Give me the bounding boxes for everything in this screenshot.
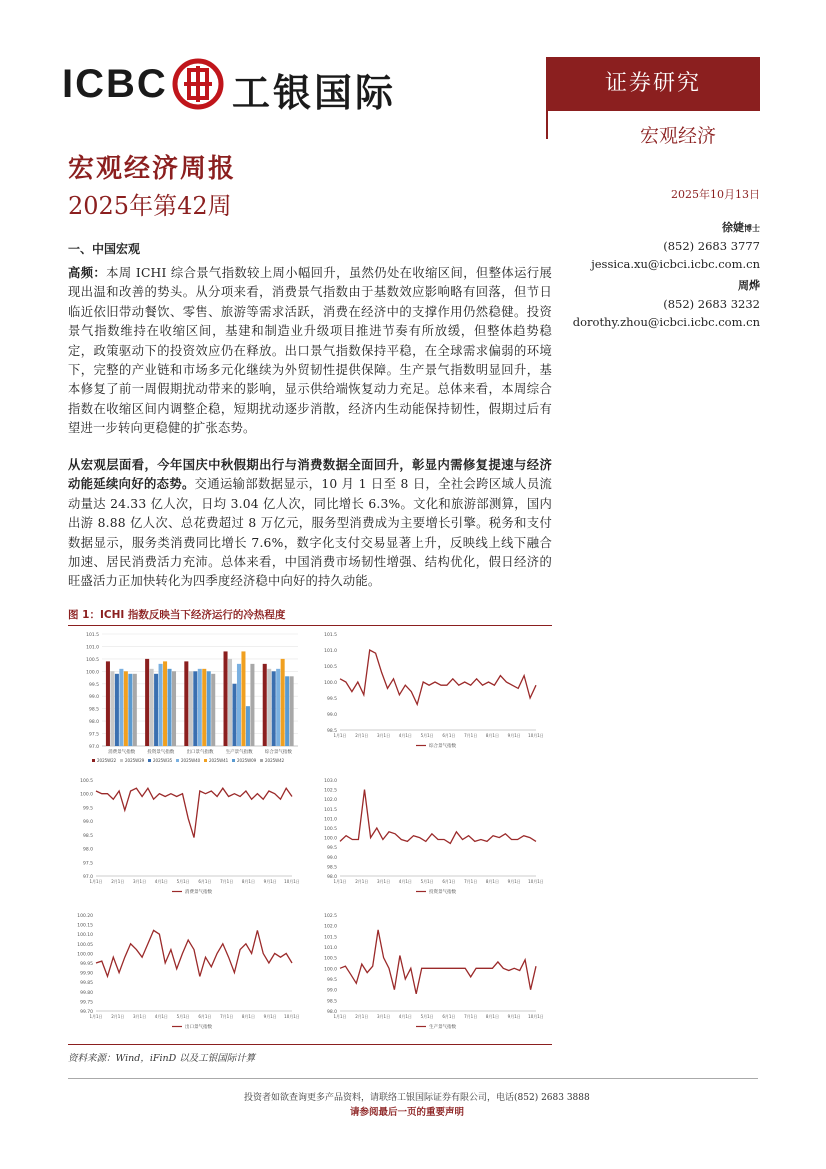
x-tick-label: 1月1日 [333,733,347,738]
bar [267,669,271,746]
author-block [573,276,760,331]
para-lead: 高频： [68,266,107,280]
y-tick-label: 99.0 [326,855,337,861]
line-chart-investment [312,772,552,907]
x-tick-label: 10月1日 [528,879,544,884]
y-tick-label: 100.00 [77,952,93,958]
legend-swatch [204,759,207,762]
y-tick-label: 99.5 [326,697,337,702]
y-tick-label: 99.80 [80,990,93,996]
x-tick-label: 8月1日 [241,879,255,884]
y-tick-label: 98.5 [326,729,337,734]
y-tick-label: 100.5 [324,665,337,670]
x-tick-label: 3月1日 [377,879,391,884]
bar [211,674,215,746]
y-tick-label: 101.5 [324,633,337,638]
bar [110,671,114,746]
y-tick-label: 99.0 [326,713,337,718]
x-tick-label: 9月1日 [507,733,521,738]
bar [145,659,149,746]
y-tick-label: 98.0 [326,1010,337,1015]
bar [246,706,250,746]
bar [228,659,232,746]
bar [189,671,193,746]
bar [115,674,119,746]
figure-source: 资料来源：Wind，iFinD 以及工银国际计算 [68,1053,256,1064]
bar [193,671,197,746]
x-tick-label: 7月1日 [464,879,478,884]
category-label: 综合景气指数 [264,750,292,755]
section-heading: 一、中国宏观 [68,242,141,256]
legend-label: 2025W09 [237,758,257,763]
y-tick-label: 100.05 [77,942,93,948]
y-tick-label: 97.5 [82,861,93,867]
x-tick-label: 6月1日 [442,1014,456,1019]
x-tick-label: 3月1日 [377,733,391,738]
y-tick-label: 100.5 [324,827,337,832]
legend-label: 2025W42 [265,758,285,763]
y-tick-label: 100.10 [77,933,93,939]
legend-swatch [260,759,263,762]
author-email[interactable]: jessica.xu@icbci.icbc.com.cn [591,257,760,271]
bar [232,684,236,746]
x-tick-label: 7月1日 [464,1014,478,1019]
y-tick-label: 98.0 [82,847,93,853]
legend-swatch [232,759,235,762]
legend-label: 投资景气指数 [429,890,456,895]
y-tick-label: 101.5 [324,935,337,941]
category-label: 投资景气指数 [147,750,175,755]
y-tick-label: 97.5 [88,732,99,738]
series-line [340,790,536,844]
y-tick-label: 100.0 [324,967,337,973]
logo-cn-text: 工银国际 [232,71,397,115]
footer-rule [68,1078,758,1079]
legend-label: 2025W29 [125,758,145,763]
x-tick-label: 10月1日 [528,733,544,738]
bar [237,664,241,746]
legend-swatch [148,759,151,762]
x-tick-label: 1月1日 [333,1014,347,1019]
legend-swatch [176,759,179,762]
y-tick-label: 100.0 [324,836,337,842]
x-tick-label: 5月1日 [420,733,434,738]
y-tick-label: 99.75 [80,1000,93,1006]
x-tick-label: 8月1日 [485,879,499,884]
y-tick-label: 100.20 [77,914,93,919]
bar [106,661,110,746]
y-tick-label: 101.0 [324,649,337,654]
author-name: 周烨 [738,279,760,292]
x-tick-label: 1月1日 [89,879,103,884]
legend-swatch [92,759,95,762]
x-tick-label: 5月1日 [420,1014,434,1019]
para-text: 交通运输部数据显示，10 月 1 日至 8 日，全社会跨区域人员流动量达 24.33 亿人次，日均 3.04 亿人次，同比增长 6.3%。文化和旅游部测算，国内出游 8.88 亿人次、总花费超过 8 万亿元，服务型消费成为主要增长引擎。税务和支付数据显示，服务类消费同比增长 7.6%，数字化支付交易显著上升，反映线上线下融合加速、居民消费活力充沛。总体来看，中国消费市场韧性增强、结构优化，假日经济的旺盛活力正加快转化为四季度经济稳中向好的持久动能。 [68,477,552,589]
icbc-seal-icon [172,58,224,110]
legend-label: 2025W41 [209,758,229,763]
x-tick-label: 7月1日 [220,1014,234,1019]
author-degree: 博士 [744,223,760,233]
bar [290,676,294,746]
legend-label: 2025W35 [153,758,173,763]
y-tick-label: 99.85 [80,981,93,987]
author-email[interactable]: dorothy.zhou@icbci.icbc.com.cn [572,315,760,329]
bar [154,674,158,746]
x-tick-label: 8月1日 [485,1014,499,1019]
legend-label: 生产景气指数 [429,1025,456,1030]
para-lead: 从宏观层面看，今年国庆中秋假期出行与消费数据全面回升，彰显内需修复提速与经济动能延续向好的态势。 [68,458,552,492]
y-tick-label: 100.0 [324,681,337,686]
x-tick-label: 5月1日 [176,879,190,884]
author-phone: (852) 2683 3232 [663,297,760,311]
bar [172,671,176,746]
bar-chart-indices [68,626,308,771]
report-title: 宏观经济周报 [68,154,237,184]
y-tick-label: 101.0 [324,817,337,823]
x-tick-label: 6月1日 [442,733,456,738]
y-tick-label: 102.0 [324,798,337,804]
y-tick-label: 100.5 [324,956,337,962]
bar [150,669,154,746]
x-tick-label: 9月1日 [263,1014,277,1019]
bar [128,674,132,746]
report-date: 2025年10月13日 [671,188,760,201]
bar [281,659,285,746]
x-tick-label: 2月1日 [355,1014,369,1019]
x-tick-label: 4月1日 [398,733,412,738]
x-tick-label: 3月1日 [377,1014,391,1019]
report-type-banner: 证券研究 [546,57,760,111]
x-tick-label: 6月1日 [198,1014,212,1019]
x-tick-label: 5月1日 [420,879,434,884]
x-tick-label: 7月1日 [220,879,234,884]
y-tick-label: 98.0 [326,875,337,880]
y-tick-label: 100.5 [86,657,99,663]
series-line [96,788,292,837]
x-tick-label: 2月1日 [111,1014,125,1019]
bar [184,661,188,746]
bar [124,671,128,746]
bar [168,669,172,746]
x-tick-label: 9月1日 [507,1014,521,1019]
bar [224,651,228,746]
y-tick-label: 98.5 [82,833,93,839]
legend-label: 2025W40 [181,758,201,763]
x-tick-label: 10月1日 [284,1014,300,1019]
legend-label: 2025W22 [97,758,117,763]
y-tick-label: 99.95 [80,962,93,967]
y-tick-label: 99.5 [88,682,99,688]
y-tick-label: 97.0 [88,745,99,750]
x-tick-label: 1月1日 [89,1014,103,1019]
y-tick-label: 99.5 [326,846,337,852]
y-tick-label: 99.0 [82,820,93,826]
bar [133,674,137,746]
y-tick-label: 101.0 [86,645,99,651]
line-chart-production [312,907,552,1042]
y-tick-label: 98.5 [326,999,337,1005]
x-tick-label: 2月1日 [111,879,125,884]
series-line [340,930,536,994]
y-tick-label: 101.5 [86,633,99,638]
legend-label: 消费景气指数 [185,890,212,895]
y-tick-label: 102.0 [324,924,337,930]
x-tick-label: 5月1日 [176,1014,190,1019]
y-tick-label: 99.0 [326,988,337,994]
y-tick-label: 100.0 [86,670,99,676]
footer-disclaimer[interactable]: 请参阅最后一页的重要声明 [350,1107,465,1118]
x-tick-label: 4月1日 [398,879,412,884]
y-tick-label: 98.5 [88,707,99,713]
category-label: 出口景气指数 [186,750,214,755]
figure-caption: 图 1：ICHI 指数反映当下经济运行的冷热程度 [68,607,552,626]
bar [285,676,289,746]
y-tick-label: 101.0 [324,946,337,951]
series-line [340,650,536,704]
y-tick-label: 103.0 [324,779,337,784]
y-tick-label: 98.5 [326,865,337,871]
author-block [591,218,760,273]
x-tick-label: 7月1日 [464,733,478,738]
author-name: 徐婕 [722,221,744,234]
y-tick-label: 100.15 [77,923,93,929]
line-chart-composite [312,626,552,771]
bar [159,664,163,746]
legend-swatch [120,759,123,762]
y-tick-label: 99.70 [80,1010,93,1015]
bar [207,671,211,746]
report-subtitle: 2025年第42周 [68,192,232,220]
y-tick-label: 98.0 [88,720,99,726]
bar [263,664,267,746]
paragraph-high-frequency [68,264,552,439]
bar [241,651,245,746]
legend-label: 出口景气指数 [185,1025,212,1030]
source-rule [68,1044,552,1045]
bar [272,671,276,746]
legend-label: 综合景气指数 [429,744,456,749]
x-tick-label: 3月1日 [133,1014,147,1019]
x-tick-label: 4月1日 [398,1014,412,1019]
y-tick-label: 99.5 [326,978,337,983]
y-tick-label: 99.5 [82,806,93,812]
y-tick-label: 102.5 [324,788,337,794]
bar [250,664,254,746]
x-tick-label: 4月1日 [154,879,168,884]
x-tick-label: 8月1日 [485,733,499,738]
para-text: 本周 ICHI 综合景气指数较上周小幅回升，虽然仍处在收缩区间，但整体运行展现出温和改善的势头。从分项来看，消费景气指数由于基数效应影响略有回落，但节日临近依旧带动餐饮、零售、旅游等需求活跃，消费在经济中的支撑作用仍然稳健。投资景气指数维持在收缩区间，基建和制造业升级项目推进节奏有所放缓，但整体趋势稳定，政策驱动下的投资效应仍在释放。出口景气指数保持平稳，在全球需求偏弱的环境下，完整的产业链和市场多元化继续为外贸韧性提供保障。生产景气指数明显回升，基本修复了前一周假期扰动带来的影响，显示供给端恢复动力充足。总体来看，本周综合指数在收缩区间内调整企稳，短期扰动逐步消散，经济内生动能保持韧性，假期过后有望进一步转向更稳健的扩张态势。 [68,266,552,436]
x-tick-label: 4月1日 [154,1014,168,1019]
x-tick-label: 2月1日 [355,879,369,884]
category-label: 生产景气指数 [225,750,253,755]
x-tick-label: 3月1日 [133,879,147,884]
x-tick-label: 9月1日 [507,879,521,884]
paragraph-macro [68,456,552,592]
footer-contact: 投资者如欲查询更多产品资料，请联络工银国际证券有限公司，电话(852) 2683 3888 [244,1093,590,1103]
line-chart-consumption [68,772,308,907]
x-tick-label: 10月1日 [284,879,300,884]
x-tick-label: 9月1日 [263,879,277,884]
y-tick-label: 102.5 [324,914,337,919]
y-tick-label: 99.0 [88,695,99,701]
x-tick-label: 8月1日 [241,1014,255,1019]
report-category: 宏观经济 [640,125,717,147]
series-line [96,930,292,976]
y-tick-label: 97.0 [82,875,93,880]
x-tick-label: 1月1日 [333,879,347,884]
bar [119,669,123,746]
y-tick-label: 99.90 [80,971,93,977]
x-tick-label: 6月1日 [442,879,456,884]
bar [198,669,202,746]
bar [202,669,206,746]
y-tick-label: 101.5 [324,807,337,813]
category-label: 消费景气指数 [108,750,136,755]
x-tick-label: 2月1日 [355,733,369,738]
author-phone: (852) 2683 3777 [663,239,760,253]
y-tick-label: 100.5 [80,779,93,784]
x-tick-label: 6月1日 [198,879,212,884]
y-tick-label: 100.0 [80,792,93,798]
line-chart-export [68,907,308,1042]
bar [276,669,280,746]
bar [163,661,167,746]
logo-icbc-text: ICBC [62,62,168,106]
x-tick-label: 10月1日 [528,1014,544,1019]
